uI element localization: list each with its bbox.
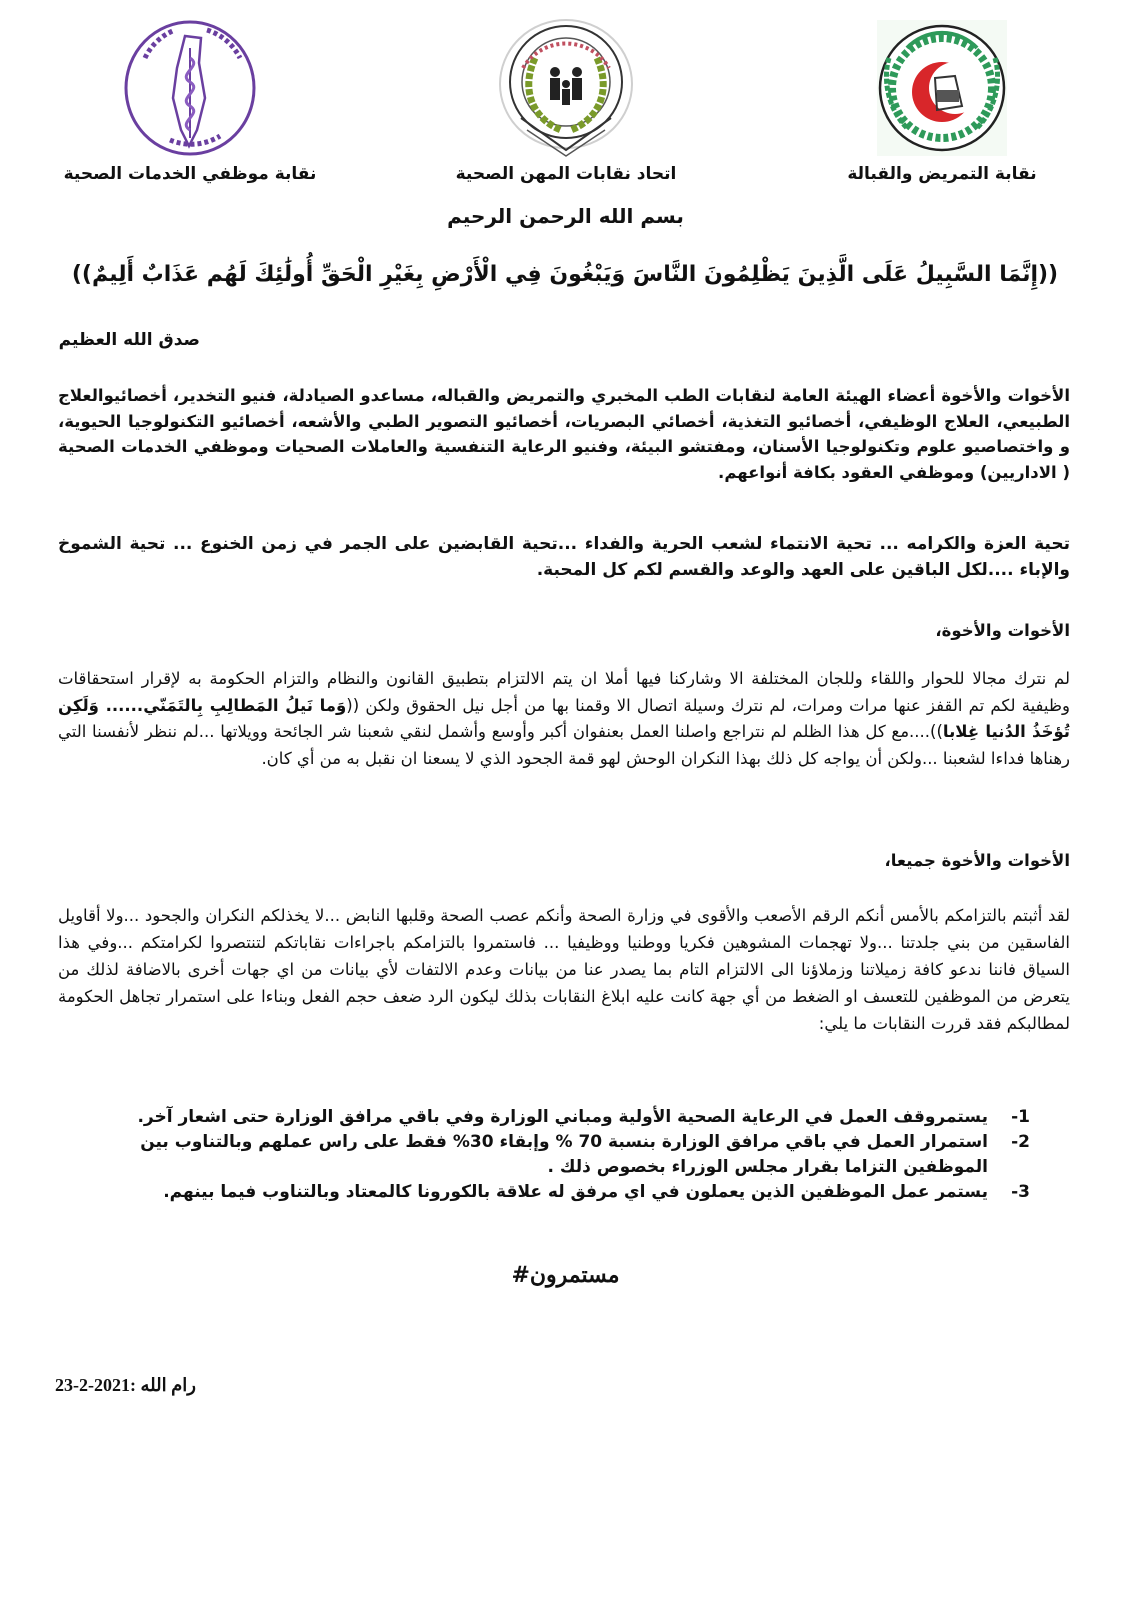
logo-caption: نقابة موظفي الخدمات الصحية — [63, 164, 317, 184]
section1-text-before-quote: لم نترك مجالا للحوار واللقاء وللجان المختلفة الا وشاركنا فيها أملا ان يتم الالتزام بتطبيق القانون والنظام والتزام الحكومة به لإقرار استحقاقات وظيفية لكم تم القفز عنها مرات ومرات، لم نترك وسيلة اتصال الا وقمنا بها من أجل نيل الحقوق ولكن (( — [58, 669, 1070, 715]
section2-body: لقد أثبتم بالتزامكم بالأمس أنكم الرقم الأصعب والأقوى في وزارة الصحة وأنكم عصب الصحة وقلبها النابض ...لا يخذلكم النكران والجحود ...ولا أقاويل الفاسقين من بني جلدتنا ...ولا تهجمات المشوهين فكريا ووطنيا ووظيفيا ... فاستمروا بالتزامكم باجراءات نقاباتكم لتنتصروا لكرامتكم ...وفي هذا السياق فاننا ندعو كافة زميلاتنا وزملاؤنا الى الالتزام التام بما يصدر عنا من بيانات وعدم الالتفات لأي بيانات من اي جهات أخرى بالاضافة لذلك من يتعرض من الموظفين للتعسف او الضغط من أي جهة كانت عليه ابلاغ النقابات بذلك ليكون الرد ضعف حجم الفعل وبناءا على استمرار تجاهل الحكومة لمطالبكم فقد قررت النقابات ما يلي: — [58, 906, 1070, 1033]
decision-number: 3- — [1011, 1182, 1030, 1202]
dateline-date: 2021-2-23 — [55, 1375, 130, 1395]
decision-item — [100, 1180, 1030, 1205]
decision-number: 2- — [1011, 1132, 1030, 1152]
logo-caption: اتحاد نقابات المهن الصحية — [455, 164, 677, 184]
decision-item — [100, 1130, 1030, 1180]
dateline-place: رام الله : — [130, 1375, 196, 1395]
section1-body — [58, 666, 1070, 772]
poetry-quote: وَما نَيلُ المَطالِبِ بِالتَمَنّي...... وَلَكِن تُؤخَذُ الدُنيا غِلابا — [58, 695, 1071, 741]
palestine-map-caduceus-emblem-icon — [115, 18, 265, 158]
dateline — [55, 1375, 196, 1396]
decision-text: يستمر عمل الموظفين الذين يعملون في اي مرفق له علاقة بالكورونا كالمعتاد وبالتناوب فيما بينهم. — [163, 1182, 988, 1202]
decision-number: 1- — [1011, 1107, 1030, 1127]
decision-text: استمرار العمل في باقي مرافق الوزارة بنسبة 70 % وإبقاء 30% فقط على راس عملهم وبالتناوب بين الموظفين التزاما بقرار مجلس الوزراء بخصوص ذلك . — [140, 1132, 988, 1177]
logo-health-professions-federation — [436, 18, 696, 184]
hashtag: #مستمرون — [511, 1262, 620, 1288]
decision-text: يستمروقف العمل في الرعاية الصحية الأولية ومباني الوزارة وفي باقي مرافق الوزارة حتى اشعار آخر. — [137, 1107, 988, 1127]
red-crescent-emblem-icon — [867, 18, 1017, 158]
logo-caption: نقابة التمريض والقبالة — [847, 164, 1037, 184]
quran-verse: ((إِنَّمَا السَّبِيلُ عَلَى الَّذِينَ يَظْلِمُونَ النَّاسَ وَيَبْغُونَ فِي الْأَرْضِ بِغَيْرِ الْحَقِّ أُولَٰئِكَ لَهُم عَذَابٌ أَلِيمٌ)) — [71, 262, 1059, 287]
salute-paragraph: تحية العزة والكرامه ... تحية الانتماء لشعب الحرية والفداء ...تحية القابضين على الجمر في زمن الخنوع ... تحية الشموخ والإباء ....لكل الباقين على العهد والوعد والقسم لكم كل المحبة. — [58, 534, 1070, 580]
decisions-list — [100, 1105, 1030, 1205]
decision-item — [100, 1105, 1030, 1130]
logo-health-services-union — [60, 18, 320, 184]
logo-nursing-midwifery-union — [812, 18, 1072, 184]
basmala: بسم الله الرحمن الرحيم — [447, 204, 684, 228]
section1-greeting: الأخوات والأخوة، — [935, 621, 1070, 640]
laurel-family-emblem-icon — [491, 18, 641, 158]
verse-closing: صدق الله العظيم — [58, 330, 200, 350]
addressees-paragraph: الأخوات والأخوة أعضاء الهيئة العامة لنقابات الطب المخبري والتمريض والقباله، مساعدو الصيادلة، فنيو التخدير، أخصائيوالعلاج الطبيعي، العلاج الوظيفي، أخصائيو التغذية، أخصائي البصريات، أخصائيو التصوير الطبي والأشعه، أخصائيو التكنولوجيا الحيوية، و واختصاصيو علوم وتكنولوجيا الأسنان، ومفتشو البيئة، وفنيو الرعاية التنفسية والعاملات الصحيات وموظفي الخدمات الصحية ( الاداريين) وموظفي العقود بكافة أنواعهم. — [58, 386, 1070, 482]
section2-greeting: الأخوات والأخوة جميعا، — [884, 851, 1070, 870]
section1-text-after-quote: ))....مع كل هذا الظلم لم نتراجع واصلنا العمل بعنفوان أكبر وأوسع وأشمل لنقي شعبنا شر الجائحة وويلاتها ...لم ننظر لأنفسنا التي رهناها فداءا لشعبنا ...ولكن أن يواجه كل ذلك بهذا النكران الوحش لهو قمة الجحود الذي لا يسعنا ان نقبل به من أي كان. — [58, 722, 1070, 768]
